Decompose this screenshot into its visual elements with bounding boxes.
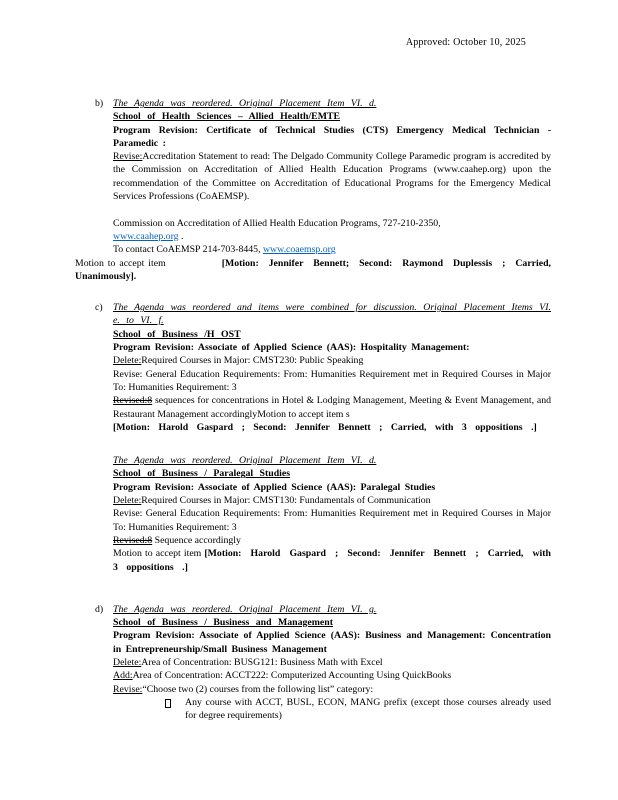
blank-line xyxy=(113,203,551,216)
revise-text: “Choose two (2) courses from the following list” category: xyxy=(142,683,374,695)
program-revision-heading: Program Revision: Associate of Applied Science (AAS): Hospitality Management: xyxy=(113,342,470,354)
square-bullet-icon xyxy=(165,696,185,723)
school-heading: School of Health Sciences – Allied Health/EMTE xyxy=(113,111,341,123)
sequence-revision-line xyxy=(113,394,551,421)
add-text: Area of Concentration: ACCT222: Computerized Accounting Using QuickBooks xyxy=(132,670,452,682)
coaemsp-line xyxy=(113,243,551,256)
section-b-marker: b) xyxy=(95,98,104,109)
section-b xyxy=(75,97,551,301)
motion-record: [Motion: Harold Gaspard ; Second: Jennifer Bennett ; Carried, with 3 oppositions .] xyxy=(113,548,551,573)
agenda-reorder-note: The Agenda was reordered. Original Placement Item VI. d. xyxy=(113,98,377,109)
agenda-reorder-note: The Agenda was reordered. Original Placement Item VI. d. xyxy=(113,455,377,467)
coaemsp-prefix: To contact CoAEMSP 214-703-8445, xyxy=(113,244,263,256)
revise-line xyxy=(113,683,551,696)
caahep-line xyxy=(113,230,551,243)
revise-label: Revise: xyxy=(113,151,143,163)
delete-label: Delete: xyxy=(113,656,142,668)
add-line xyxy=(113,669,551,682)
revise-line: Revise: General Education Requirements: From: Humanities Requirement met in Required Courses in Major To: Humanities Requirement: 3 xyxy=(113,368,551,393)
section-gap xyxy=(113,574,551,603)
revise-paragraph xyxy=(113,150,551,203)
add-label: Add: xyxy=(113,670,133,682)
school-heading: School of Business / Business and Management xyxy=(113,617,333,629)
section-d xyxy=(95,603,551,723)
agenda-reorder-note: The Agenda was reordered. Original Placement Item VI. g. xyxy=(113,603,377,615)
program-revision-heading: Program Revision: Associate of Applied Science (AAS): Business and Management: Concentration in Entrepreneurship/Small Business Management xyxy=(113,630,551,655)
minutes-body xyxy=(75,97,551,722)
delete-text: Area of Concentration: BUSG121: Business Math with Excel xyxy=(141,656,383,668)
bullet-item-text: Any course with ACCT, BUSL, ECON, MANG prefix (except those courses already used for degree requirements) xyxy=(185,696,551,722)
section-c xyxy=(95,301,551,603)
motion-line xyxy=(113,547,551,574)
section-c-marker: c) xyxy=(95,302,103,314)
agenda-reorder-note: The Agenda was reordered and items were combined for discussion. Original Placement Items VI. e. to VI. f. xyxy=(113,302,551,327)
delete-text: Required Courses in Major: CMST230: Public Speaking xyxy=(141,355,364,367)
motion-plain: Motion to accept item xyxy=(75,257,166,269)
motion-line xyxy=(75,257,551,284)
caahep-suffix: . xyxy=(178,230,184,242)
revise-label: Revise: xyxy=(113,683,143,695)
program-revision-heading: Program Revision: Certificate of Technical Studies (CTS) Emergency Medical Technician - Paramedic : xyxy=(113,124,551,149)
section-gap xyxy=(113,283,551,301)
sequence-text: sequences for concentrations in Hotel & Lodging Management, Meeting & Event Management, and Restaurant Management accordingly xyxy=(113,395,551,420)
motion-plain: Motion to accept item s xyxy=(257,408,350,420)
caahep-link[interactable]: www.caahep.org xyxy=(113,230,179,242)
revise-text: Accreditation Statement to read: The Delgado Community College Paramedic program is accredited by the Commission on Accreditation of Allied Health Education Programs (www.caahep.org) upon the recommendation of the Committee on Accreditation of Educational Programs for the Emergency Medical Services Professions (CoAEMSP). xyxy=(113,151,551,203)
motion-record: [Motion: Harold Gaspard ; Second: Jennifer Bennett ; Carried, with 3 oppositions .] xyxy=(113,421,537,433)
coaemsp-link[interactable]: www.coaemsp.org xyxy=(262,244,336,256)
revise-line: Revise: General Education Requirements: From: Humanities Requirement met in Required Courses in Major To: Humanities Requirement: 3 xyxy=(113,508,551,533)
approved-date: Approved: October 10, 2025 xyxy=(405,37,526,48)
delete-line xyxy=(113,656,551,669)
commission-contact-line: Commission on Accreditation of Allied Health Education Programs, 727-210-2350, xyxy=(113,217,441,229)
school-heading: School of Business /H OST xyxy=(113,328,241,340)
sequence-text: Sequence accordingly xyxy=(152,534,241,546)
delete-line xyxy=(113,354,551,367)
delete-label: Delete: xyxy=(113,355,142,367)
section-d-marker: d) xyxy=(95,603,104,615)
sub-section-gap xyxy=(113,434,551,454)
bullet-item-row xyxy=(113,696,551,723)
delete-label: Delete: xyxy=(113,495,142,507)
delete-text: Required Courses in Major: CMST130: Fundamentals of Communication xyxy=(141,495,431,507)
school-heading: School of Business / Paralegal Studies xyxy=(113,468,291,480)
struck-word: Revised:8 xyxy=(113,534,153,546)
delete-line xyxy=(113,494,551,507)
motion-line xyxy=(113,421,551,434)
program-revision-heading: Program Revision: Associate of Applied Science (AAS): Paralegal Studies xyxy=(113,481,436,493)
motion-plain: Motion to accept item xyxy=(113,548,205,560)
sequence-revision-line xyxy=(113,534,551,547)
motion-record: [Motion: Jennifer Bennett; Second: Raymond Duplessis ; Carried, Unanimously]. xyxy=(75,257,551,282)
struck-word: Revised:8 xyxy=(113,395,153,407)
